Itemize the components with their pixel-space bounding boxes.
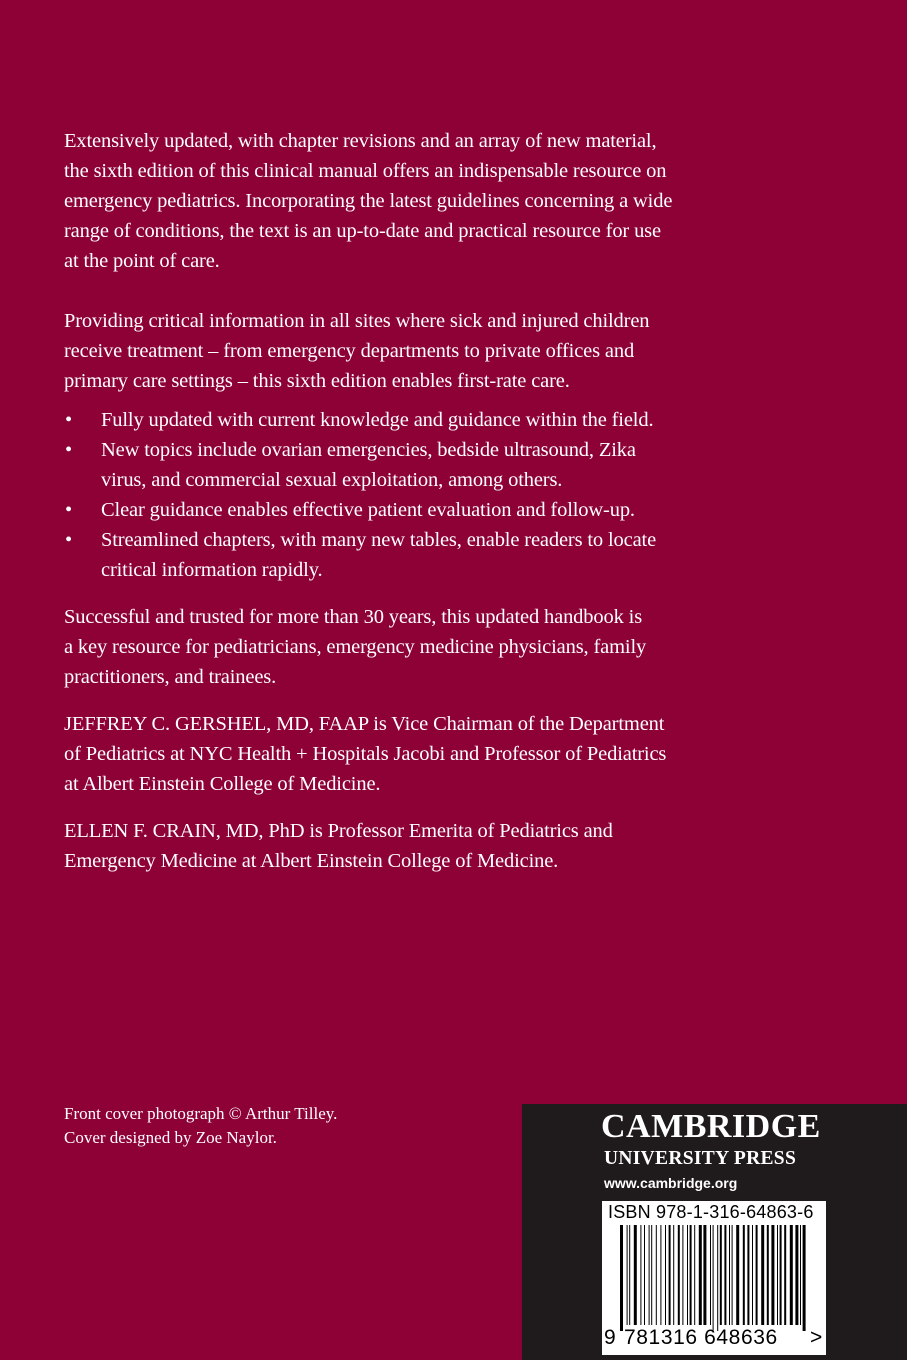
barcode-number: 781316 648636 [624, 1326, 778, 1349]
publisher-block [522, 1104, 907, 1360]
barcode-bar [644, 1225, 645, 1325]
barcode-bar [800, 1225, 801, 1325]
barcode-bar [777, 1225, 778, 1325]
isbn-barcode [602, 1201, 826, 1355]
barcode-bar [710, 1225, 711, 1325]
barcode-lead-digit: 9 [604, 1326, 616, 1349]
feature-list-item: • Clear guidance enables effective patient evaluation and follow-up. [64, 495, 744, 525]
isbn-number: ISBN 978-1-316-64863-6 [608, 1202, 814, 1222]
barcode-bar [690, 1225, 692, 1325]
barcode-bar [747, 1225, 749, 1325]
cover-credits [64, 1102, 337, 1150]
barcode-bar [756, 1225, 758, 1325]
publisher-name: CAMBRIDGE [601, 1108, 821, 1145]
description-paragraph: Providing critical information in all sites where sick and injured children receive treatment – from emergency departments to private offices and primary care settings – this sixth edition enables first-rate care. [64, 310, 650, 392]
publisher-url: www.cambridge.org [604, 1175, 738, 1191]
feature-list-item: • New topics include ovarian emergencies, bedside ultrasound, Zika virus, and commercial sexual exploitation, among others. [64, 435, 744, 495]
barcode-bar [694, 1225, 695, 1325]
barcode-bar [790, 1225, 793, 1325]
barcode-bar [665, 1225, 666, 1325]
barcode-bar [703, 1225, 706, 1325]
barcode-bar [669, 1225, 671, 1325]
barcode-bar [634, 1225, 637, 1325]
barcode-bar [736, 1225, 739, 1325]
barcode-bar [687, 1225, 688, 1325]
barcode-bar [803, 1225, 806, 1331]
barcode-bar [771, 1225, 774, 1325]
barcode-bar [651, 1225, 652, 1325]
barcode-bar [682, 1225, 683, 1325]
barcode-bar [724, 1225, 726, 1325]
barcode-bar [660, 1225, 661, 1325]
description-paragraph: Successful and trusted for more than 30 years, this updated handbook is a key resource for pediatricians, emergency medicine physicians, family practitioners, and trainees. [64, 606, 647, 688]
barcode-bar [678, 1225, 680, 1325]
barcode-bar [629, 1225, 630, 1325]
barcode-bar [752, 1225, 753, 1325]
description-paragraph: Extensively updated, with chapter revisions and an array of new material, the sixth edition of this clinical manual offers an indispensable resource on emergency pediatrics. Incorporating the latest guidelines concerning a wide range of conditions, the text is an up-to-date and practical resource for use at the point of care. [64, 130, 673, 272]
barcode-arrow: > [810, 1326, 823, 1349]
barcode-bar [627, 1225, 628, 1325]
feature-list-item: • Fully updated with current knowledge and guidance within the field. [64, 405, 744, 435]
barcode-bar [673, 1225, 674, 1325]
barcode-bar [640, 1225, 641, 1325]
barcode-bar [656, 1225, 657, 1325]
barcode-bar [767, 1225, 769, 1325]
barcode-bar [732, 1225, 733, 1325]
barcode-bar [713, 1225, 714, 1331]
barcode-bar [717, 1225, 718, 1331]
publisher-subtitle: UNIVERSITY PRESS [604, 1148, 797, 1169]
barcode-bar [620, 1225, 623, 1331]
photo-credit: Front cover photograph © Arthur Tilley. [64, 1104, 338, 1123]
author-bio: ELLEN F. CRAIN, MD, PhD is Professor Emerita of Pediatrics and Emergency Medicine at Albert Einstein College of Medicine. [64, 820, 613, 872]
barcode-bar [699, 1225, 702, 1325]
barcode-bar [729, 1225, 730, 1325]
barcode-bar [720, 1225, 722, 1325]
barcode-bar [761, 1225, 764, 1325]
barcode-bar [784, 1225, 786, 1325]
barcode-bar [795, 1225, 798, 1325]
barcode-bar [780, 1225, 782, 1325]
feature-list [64, 405, 744, 585]
barcode-bar [743, 1225, 745, 1325]
author-bio: JEFFREY C. GERSHEL, MD, FAAP is Vice Chairman of the Department of Pediatrics at NYC Health + Hospitals Jacobi and Professor of Pediatrics at Albert Einstein College of Medicine. [64, 713, 667, 795]
back-cover-description [64, 126, 744, 876]
design-credit: Cover designed by Zoe Naylor. [64, 1128, 277, 1147]
barcode-bar [649, 1225, 650, 1325]
feature-list-item: • Streamlined chapters, with many new tables, enable readers to locate critical information rapidly. [64, 525, 744, 585]
